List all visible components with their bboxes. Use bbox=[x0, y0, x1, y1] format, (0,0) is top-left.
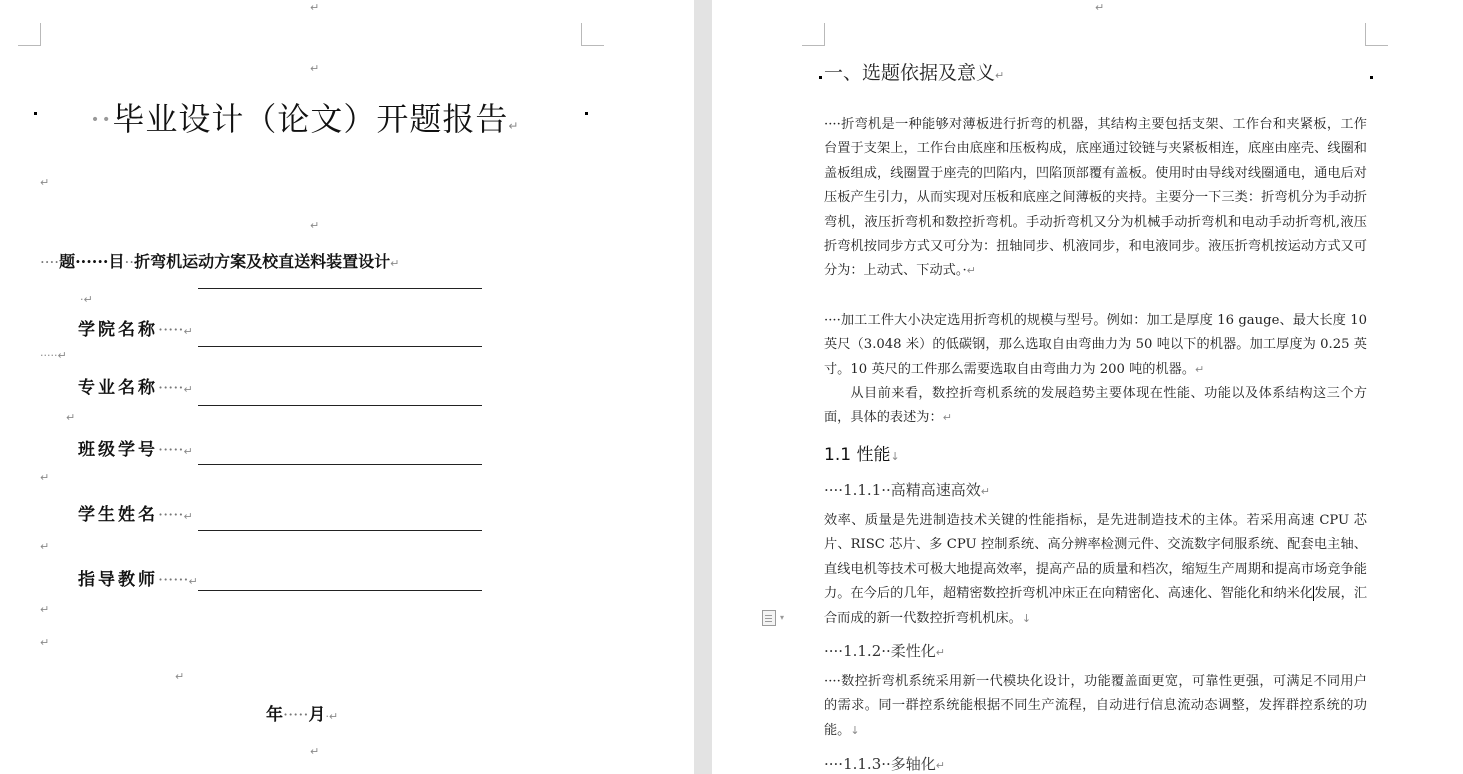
page-corner-mark bbox=[802, 23, 825, 46]
paragraph-mark: ↵ bbox=[310, 219, 320, 232]
field-input-advisor[interactable] bbox=[198, 590, 482, 591]
format-bullet bbox=[819, 76, 822, 79]
format-bullet bbox=[34, 112, 37, 115]
field-label: 指导教师 bbox=[78, 570, 158, 590]
field-row-advisor: 指导教师······↵ bbox=[78, 570, 198, 590]
paragraph-mark: ·····↵ bbox=[40, 349, 67, 362]
page-corner-mark bbox=[1365, 23, 1388, 46]
paragraph-mark: ↵ bbox=[310, 1, 320, 14]
body-paragraph-3: 从目前来看，数控折弯机系统的发展趋势主要体现在性能、功能以及体系结构这三个方面，具体的表述为：↵ bbox=[824, 386, 1367, 426]
field-label: 学生姓名 bbox=[78, 505, 158, 525]
paste-options-icon[interactable] bbox=[762, 610, 776, 626]
paragraph-mark: ↵ bbox=[1095, 1, 1105, 14]
paragraph-mark: ↵ bbox=[310, 62, 320, 75]
paragraph-mark: ↵ bbox=[310, 745, 320, 758]
field-row-student-name: 学生姓名·····↵ bbox=[78, 505, 193, 525]
body-paragraph-5: ····数控折弯机系统采用新一代模块化设计，功能覆盖面更宽，可靠性更强，可满足不同用户的需求。同一群控系统能根据不同生产流程，自动进行信息流动态调整，发挥群控系统的功能。↓ bbox=[824, 674, 1367, 738]
body-paragraph-4: 效率、质量是先进制造技术关键的性能指标，是先进制造技术的主体。若采用高速 CPU 芯片、RISC 芯片、多 CPU 控制系统、高分辨率检测元件、交流数字伺服系统、配套电主轴、直线电机等技术可极大地提高效率，提高产品的质量和档次，缩短生产周期和提高市场竞争能力。在今后的几年，超精密数控折弯机冲床正在向精密化、高速化、智能化和纳米化发展，汇合而成的新一代数控折弯机机床。↓ bbox=[824, 513, 1368, 626]
field-row-class-id: 班级学号·····↵ bbox=[78, 440, 193, 460]
format-bullet bbox=[1370, 76, 1373, 79]
field-label: 班级学号 bbox=[78, 440, 158, 460]
field-input-major[interactable] bbox=[198, 405, 482, 406]
field-row-major: 专业名称·····↵ bbox=[78, 378, 193, 398]
paragraph-mark: ↵ bbox=[175, 670, 185, 683]
date-year-label: 年 bbox=[266, 705, 283, 725]
page-corner-mark bbox=[581, 23, 604, 46]
section-heading: 一、选题依据及意义↵ bbox=[824, 62, 1005, 84]
date-month-label: 月 bbox=[308, 705, 326, 725]
body-paragraph-2: ····加工工件大小决定选用折弯机的规模与型号。例如：加工是厚度 16 gauge、最大长度 10 英尺（3.048 米）的低碳钢，那么选取自由弯曲力为 50 吨以下的机器。加工厚度为 0.25 英寸。10 英尺的工件那么需要选取自由弯曲力为 200 吨的机器。↵ bbox=[824, 313, 1367, 377]
body-paragraph-1: ····折弯机是一种能够对薄板进行折弯的机器，其结构主要包括支架、工作台和夹紧板，工作台置于支架上，工作台由底座和压板构成，底座通过铰链与夹紧板相连，底座由座壳、线圈和盖板组成，线圈置于座壳的凹陷内，凹陷顶部覆有盖板。使用时由导线对线圈通电，通电后对压板产生引力，从而实现对压板和底座之间薄板的夹持。主要分一下三类：折弯机分为手动折弯机，液压折弯机和数控折弯机。手动折弯机又分为机械手动折弯机和电动手动折弯机,液压折弯机按同步方式又可分为：扭轴同步、机液同步，和电液同步。液压折弯机按运动方式又可分为：上动式、下动式。·↵ bbox=[824, 117, 1367, 279]
topic-underline bbox=[198, 288, 482, 289]
paragraph-mark: ↵ bbox=[40, 540, 50, 553]
field-input-class-id[interactable] bbox=[198, 464, 482, 465]
subsubsection-heading-1-1-1: ····1.1.1··高精高速高效↵ bbox=[824, 481, 991, 499]
document-page-body[interactable] bbox=[712, 0, 1463, 774]
topic-label: 题······目 bbox=[59, 252, 125, 271]
subsubsection-heading-1-1-2: ····1.1.2··柔性化↵ bbox=[824, 642, 946, 660]
topic-row: ····题······目··折弯机运动方案及校直送料装置设计↵ bbox=[40, 252, 400, 271]
page-corner-mark bbox=[18, 23, 41, 46]
topic-value[interactable]: 折弯机运动方案及校直送料装置设计 bbox=[134, 252, 391, 271]
field-input-college[interactable] bbox=[198, 346, 482, 347]
field-label: 学院名称 bbox=[78, 320, 158, 340]
paragraph-mark: ·↵ bbox=[80, 293, 93, 306]
report-title: ··毕业设计（论文）开题报告↵ bbox=[90, 100, 520, 138]
format-bullet bbox=[585, 112, 588, 115]
field-label: 专业名称 bbox=[78, 378, 158, 398]
paragraph-mark: ↵ bbox=[66, 411, 76, 424]
subsubsection-heading-1-1-3: ····1.1.3··多轴化↵ bbox=[824, 755, 946, 773]
paste-options-dropdown-icon[interactable]: ▾ bbox=[780, 613, 785, 622]
date-row: 年·····月·↵ bbox=[266, 705, 339, 725]
field-input-student-name[interactable] bbox=[198, 530, 482, 531]
paragraph-mark: ↵ bbox=[40, 471, 50, 484]
subsection-heading-1-1: 1.1 性能↓ bbox=[824, 445, 900, 465]
document-page-cover[interactable] bbox=[0, 0, 694, 774]
paragraph-mark: ↵ bbox=[40, 176, 50, 189]
field-row-college: 学院名称·····↵ bbox=[78, 320, 193, 340]
paragraph-mark: ↵ bbox=[40, 636, 50, 649]
paragraph-mark: ↵ bbox=[40, 603, 50, 616]
